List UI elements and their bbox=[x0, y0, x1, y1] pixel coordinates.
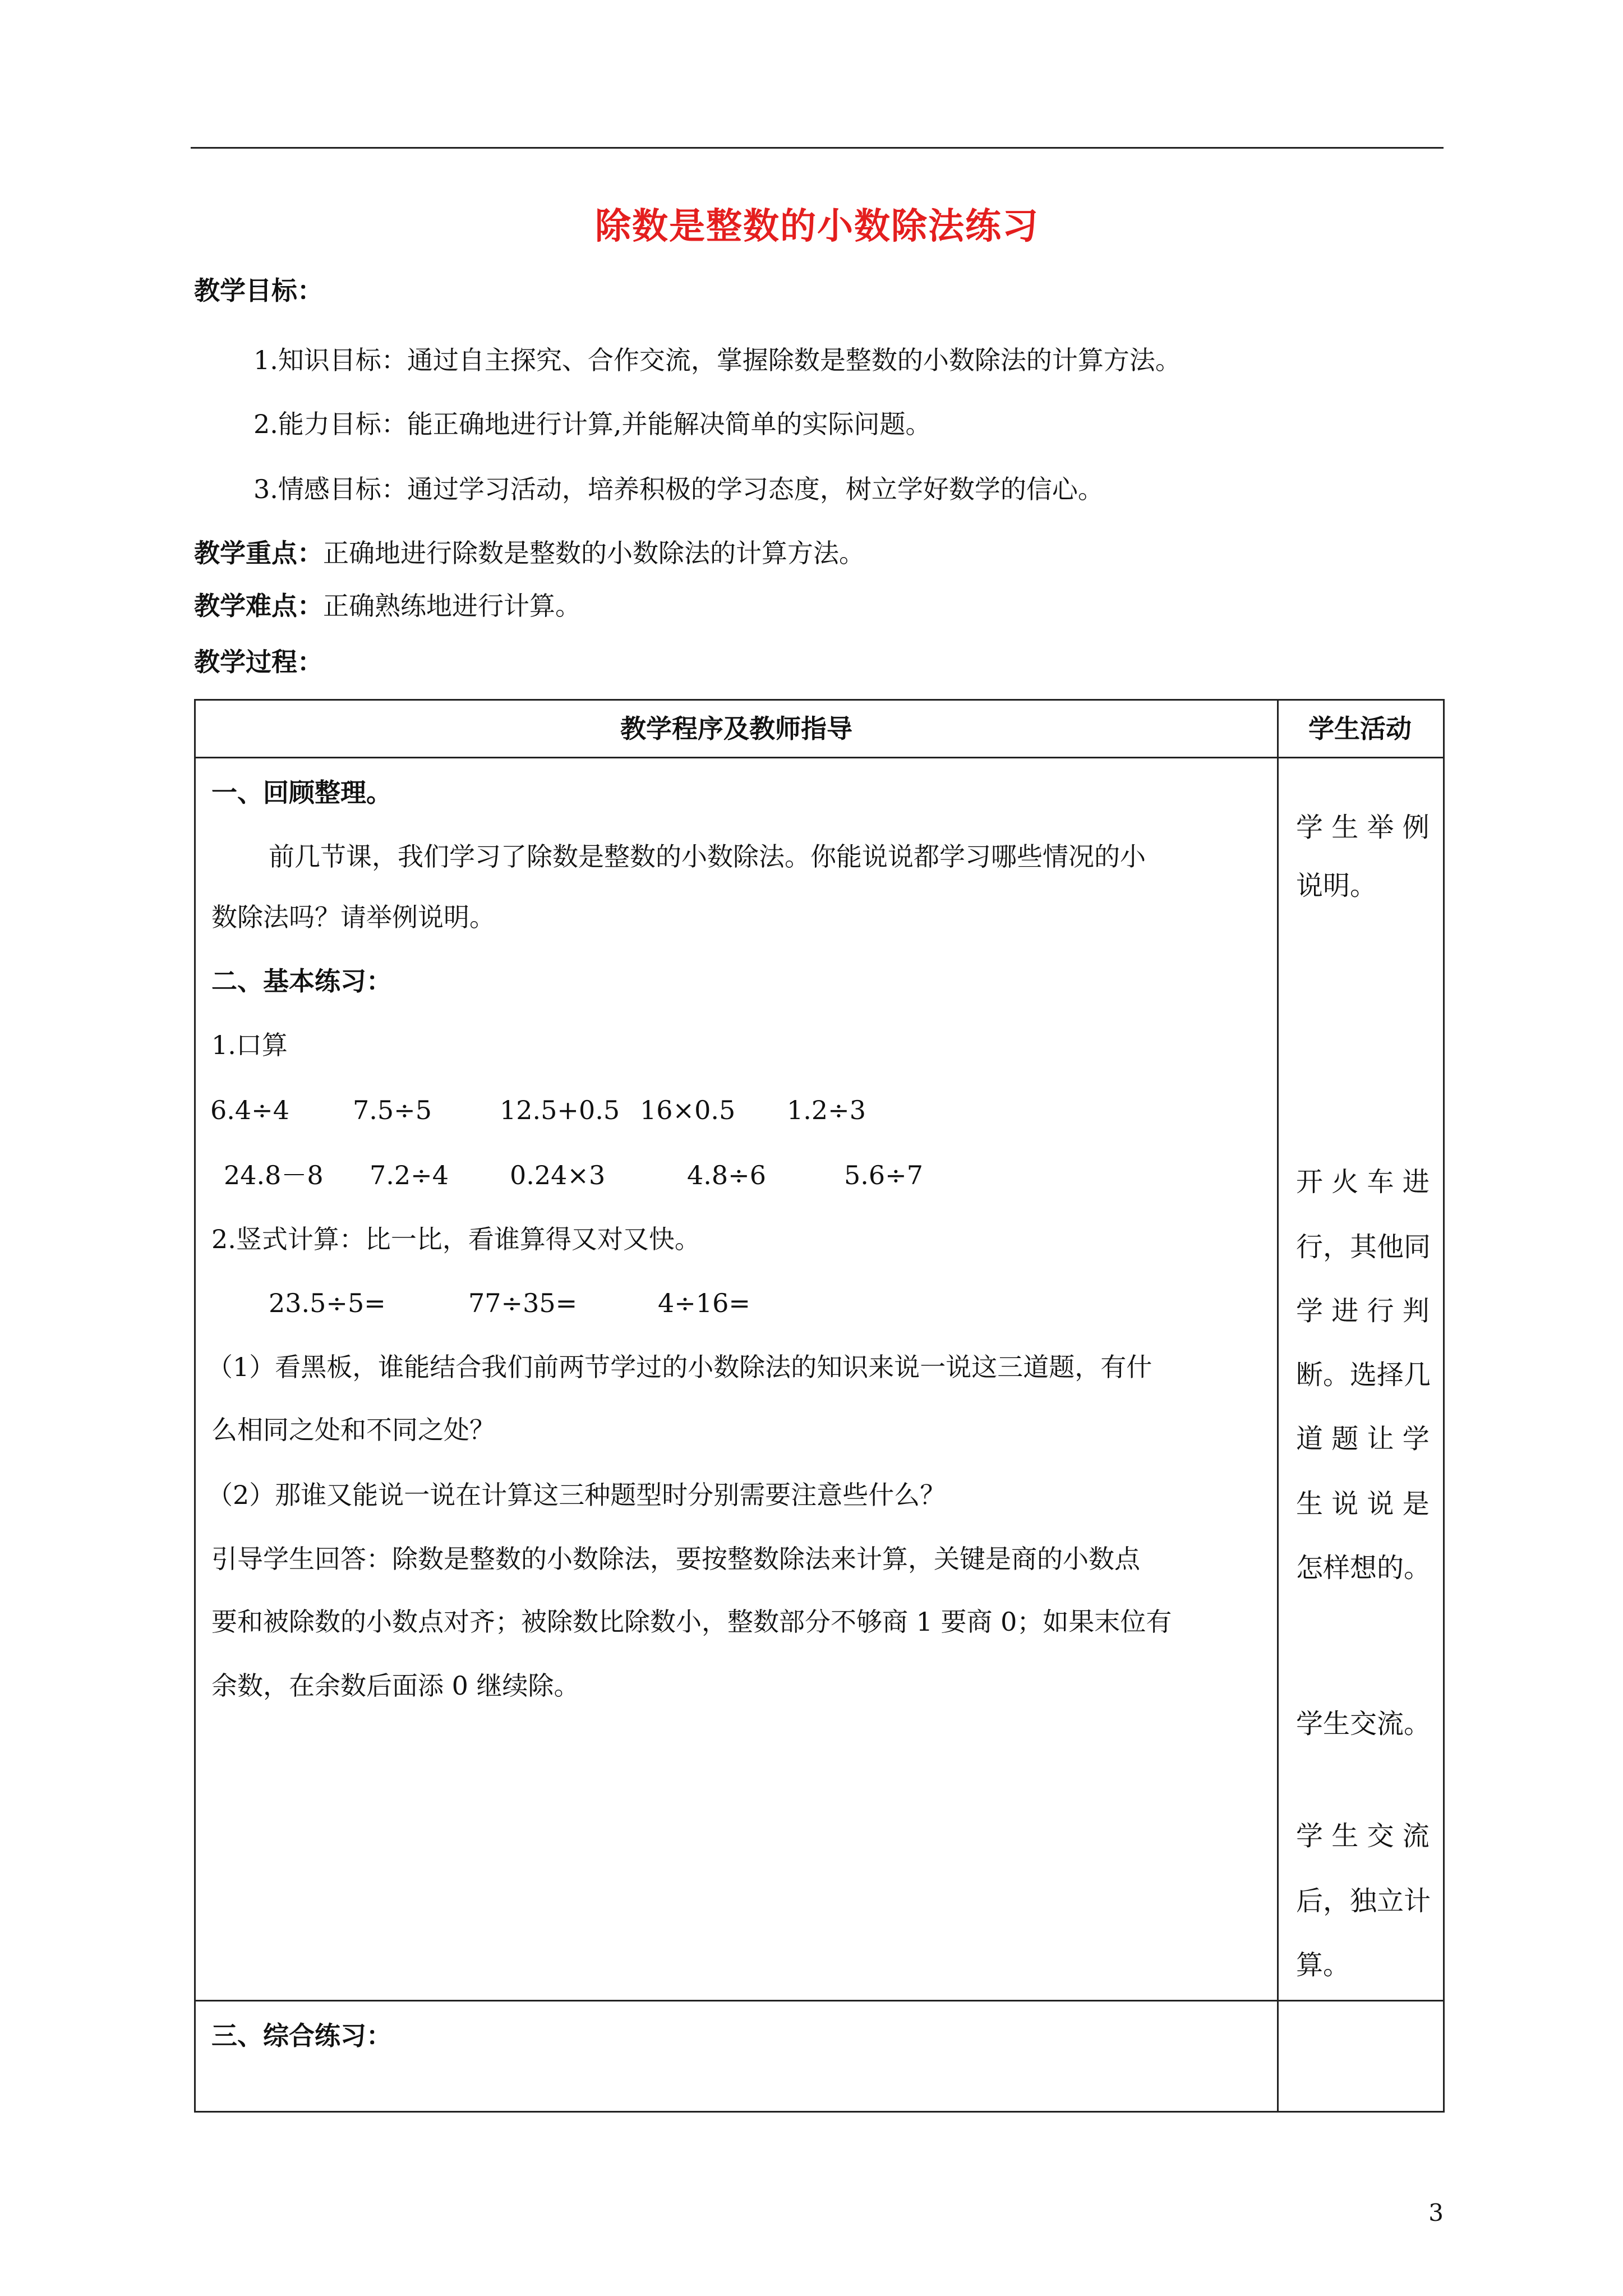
section-divider bbox=[196, 2000, 1443, 2001]
vertical-calc-item: 77÷35= bbox=[468, 1288, 578, 1318]
key-point-text: 正确地进行除数是整数的小数除法的计算方法。 bbox=[323, 538, 865, 568]
oral-row-1-item: 12.5+0.5 bbox=[500, 1095, 620, 1125]
key-point bbox=[194, 536, 865, 570]
student-activity-text: 学 生 举 例 bbox=[1296, 812, 1430, 843]
student-activity-text: 学 生 交 流 bbox=[1296, 1820, 1430, 1852]
student-activity-text: 行，其他同 bbox=[1296, 1231, 1431, 1263]
question-1-line-2: 么相同之处和不同之处？ bbox=[211, 1415, 495, 1445]
difficulty bbox=[194, 589, 581, 623]
oral-row-1-item: 16×0.5 bbox=[640, 1095, 736, 1125]
goal-item-1: 1.知识目标：通过自主探究、合作交流，掌握除数是整数的小数除法的计算方法。 bbox=[253, 345, 1181, 375]
difficulty-label: 教学难点： bbox=[194, 591, 323, 621]
header-divider bbox=[196, 757, 1443, 758]
question-1-line-1: （1）看黑板，谁能结合我们前两节学过的小数除法的知识来说一说这三道题，有什 bbox=[207, 1352, 1152, 1382]
column-header-student: 学生活动 bbox=[1308, 714, 1412, 744]
vertical-calc-item: 23.5÷5= bbox=[269, 1288, 386, 1318]
student-activity-text: 断。选择几 bbox=[1296, 1359, 1431, 1391]
goals-heading: 教学目标： bbox=[194, 275, 323, 306]
page-number: 3 bbox=[1428, 2199, 1444, 2226]
process-heading: 教学过程： bbox=[194, 647, 323, 677]
oral-row-1-item: 7.5÷5 bbox=[353, 1095, 432, 1125]
section-2-heading: 二、基本练习： bbox=[211, 966, 392, 996]
key-point-label: 教学重点： bbox=[194, 538, 323, 568]
student-activity-text: 学生交流。 bbox=[1296, 1708, 1431, 1740]
section-1-para-line-1: 前几节课，我们学习了除数是整数的小数除法。你能说说都学习哪些情况的小 bbox=[269, 841, 1146, 872]
column-divider bbox=[1277, 701, 1279, 2111]
oral-row-2-item: 5.6÷7 bbox=[844, 1160, 923, 1190]
oral-row-2-item: 0.24×3 bbox=[510, 1160, 606, 1190]
student-activity-text: 后，独立计 bbox=[1296, 1885, 1431, 1917]
vertical-calc-label: 2.竖式计算：比一比，看谁算得又对又快。 bbox=[211, 1224, 700, 1254]
student-activity-text: 开 火 车 进 bbox=[1296, 1166, 1430, 1198]
section-3-heading: 三、综合练习： bbox=[211, 2021, 392, 2051]
student-activity-text: 怎样想的。 bbox=[1296, 1552, 1431, 1584]
student-activity-text: 学 进 行 判 bbox=[1296, 1295, 1430, 1327]
process-table bbox=[194, 699, 1445, 2113]
oral-row-2-item: 7.2÷4 bbox=[370, 1160, 449, 1190]
guide-line-1: 引导学生回答：除数是整数的小数除法，要按整数除法来计算，关键是商的小数点 bbox=[211, 1544, 1140, 1574]
student-activity-text: 算。 bbox=[1296, 1949, 1350, 1981]
guide-line-3: 余数，在余数后面添 0 继续除。 bbox=[211, 1671, 580, 1701]
student-activity-text: 道 题 让 学 bbox=[1296, 1423, 1430, 1455]
oral-row-2-item: 24.8－8 bbox=[224, 1160, 324, 1190]
vertical-calc-item: 4÷16= bbox=[658, 1288, 750, 1318]
student-activity-text: 生 说 说 是 bbox=[1296, 1488, 1430, 1520]
goal-item-3: 3.情感目标：通过学习活动，培养积极的学习态度，树立学好数学的信心。 bbox=[253, 474, 1104, 504]
column-header-teacher: 教学程序及教师指导 bbox=[620, 714, 852, 744]
question-2: （2）那谁又能说一说在计算这三种题型时分别需要注意些什么？ bbox=[207, 1480, 946, 1510]
oral-row-1-item: 6.4÷4 bbox=[210, 1095, 289, 1125]
oral-row-2-item: 4.8÷6 bbox=[687, 1160, 766, 1190]
section-1-heading: 一、回顾整理。 bbox=[211, 777, 392, 808]
page-title: 除数是整数的小数除法练习 bbox=[595, 206, 1039, 247]
section-1-para-line-2: 数除法吗？请举例说明。 bbox=[211, 902, 495, 932]
header-rule bbox=[191, 147, 1444, 149]
guide-line-2: 要和被除数的小数点对齐；被除数比除数小，整数部分不够商 1 要商 0；如果末位有 bbox=[211, 1607, 1172, 1637]
oral-label: 1.口算 bbox=[211, 1030, 288, 1060]
difficulty-text: 正确熟练地进行计算。 bbox=[323, 591, 581, 621]
student-activity-text: 说明。 bbox=[1296, 870, 1377, 901]
goal-item-2: 2.能力目标：能正确地进行计算,并能解决简单的实际问题。 bbox=[253, 409, 932, 439]
oral-row-1-item: 1.2÷3 bbox=[787, 1095, 866, 1125]
